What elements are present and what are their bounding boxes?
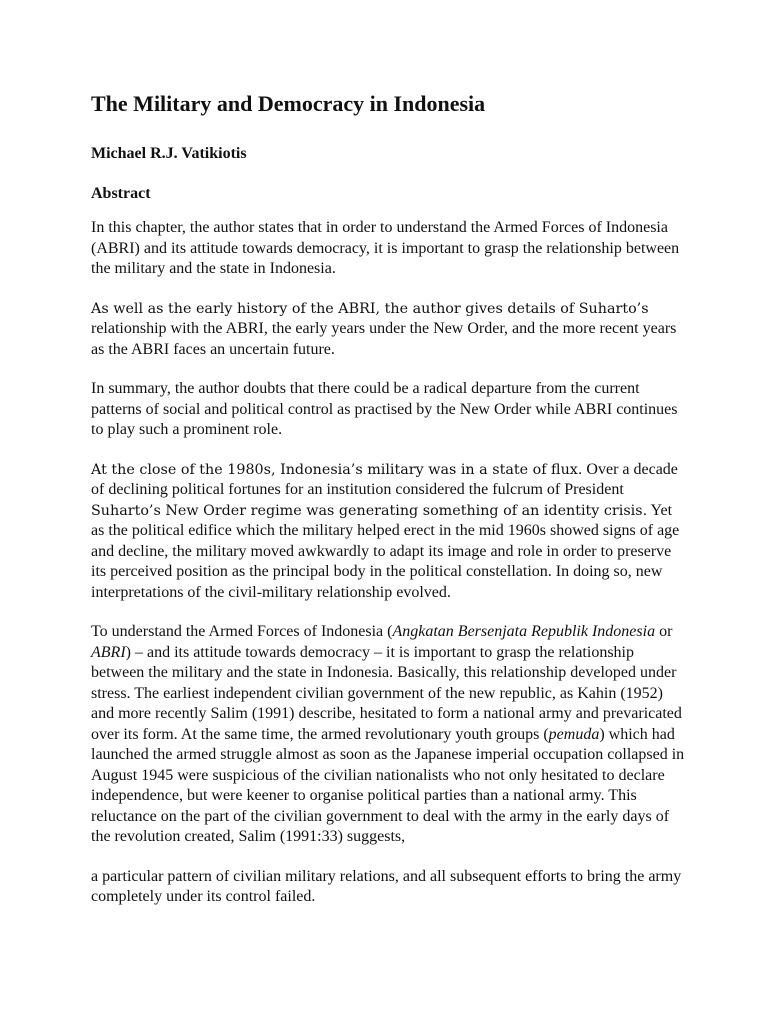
body-paragraph-2-italic-abbr: ABRI	[91, 643, 126, 661]
body-paragraph-2-part-c: or	[655, 623, 673, 640]
body-paragraph-1-part-d: Yet as the political edifice which the military helped erect in the mid 1960s showed signs of age and decline, the military moved awkwardly to adapt its image and role in order to preserve its perceived position as the principal body in the political constellation. In doing so, new interpretations of the civil-military relationship evolved.	[91, 501, 680, 601]
body-paragraph-2-part-g: ) which had launched the armed struggle almost as soon as the Japanese imperial occupation collapsed in August 1945 were suspicious of the civilian nationalists who not only hesitated to declare independence, but were keener to organise political parties than a national army. This reluctance on the part of the civilian government to deal with the army in the early days of the revolution created, Salim (1991:33) suggests,	[91, 725, 685, 845]
quotation-paragraph: a particular pattern of civilian military relations, and all subsequent efforts to bring the army completely under its control failed.	[91, 867, 682, 905]
body-paragraph-2-italic-term: pemuda	[548, 725, 600, 743]
body-paragraph-1-part-c: Suharto’s New Order regime was generating something of an identity crisis.	[91, 502, 648, 519]
document-title: The Military and Democracy in Indonesia	[91, 91, 486, 116]
abstract-heading: Abstract	[91, 185, 151, 202]
abstract-paragraph-1: In this chapter, the author states that in order to understand the Armed Forces of Indonesia (ABRI) and its attitude towards democracy, it is important to grasp the relationship between the military and the state in Indonesia.	[91, 219, 680, 277]
body-paragraph-1-part-a: At the close of the 1980s, Indonesia’s military was in a state of flux.	[91, 461, 583, 478]
abstract-paragraph-3: In summary, the author doubts that there could be a radical departure from the current patterns of social and political control as practised by the New Order while ABRI continues to play such a prominent role.	[91, 380, 678, 438]
body-paragraph-2-part-e: ) – and its attitude towards democracy – it is important to grasp the relationship between the military and the state in Indonesia. Basically, this relationship developed under stress. The earliest independent civilian government of the new republic, as Kahin (1952) and more recently Salim (1991) describe, hesitated to form a national army and prevaricated over its form. At the same time, the armed revolutionary youth groups (	[91, 643, 682, 743]
abstract-paragraph-2-lead: As well as the early history of the ABRI, the author gives details of Suharto’s	[91, 300, 649, 317]
body-paragraph-1-part-b: Over a decade of declining political fortunes for an institution considered the fulcrum of President	[91, 460, 678, 498]
abstract-paragraph-2	[91, 299, 688, 361]
body-paragraph-2-part-a: To understand the Armed Forces of Indonesia (	[91, 623, 393, 640]
body-paragraph-2-italic-name: Angkatan Bersenjata Republik Indonesia	[392, 623, 656, 640]
body-paragraph-2	[91, 622, 688, 848]
author-name: Michael R.J. Vatikiotis	[91, 145, 247, 162]
abstract-paragraph-2-rest: relationship with the ABRI, the early years under the New Order, and the more recent years as the ABRI faces an uncertain future.	[91, 320, 677, 358]
body-paragraph-1	[91, 460, 688, 604]
